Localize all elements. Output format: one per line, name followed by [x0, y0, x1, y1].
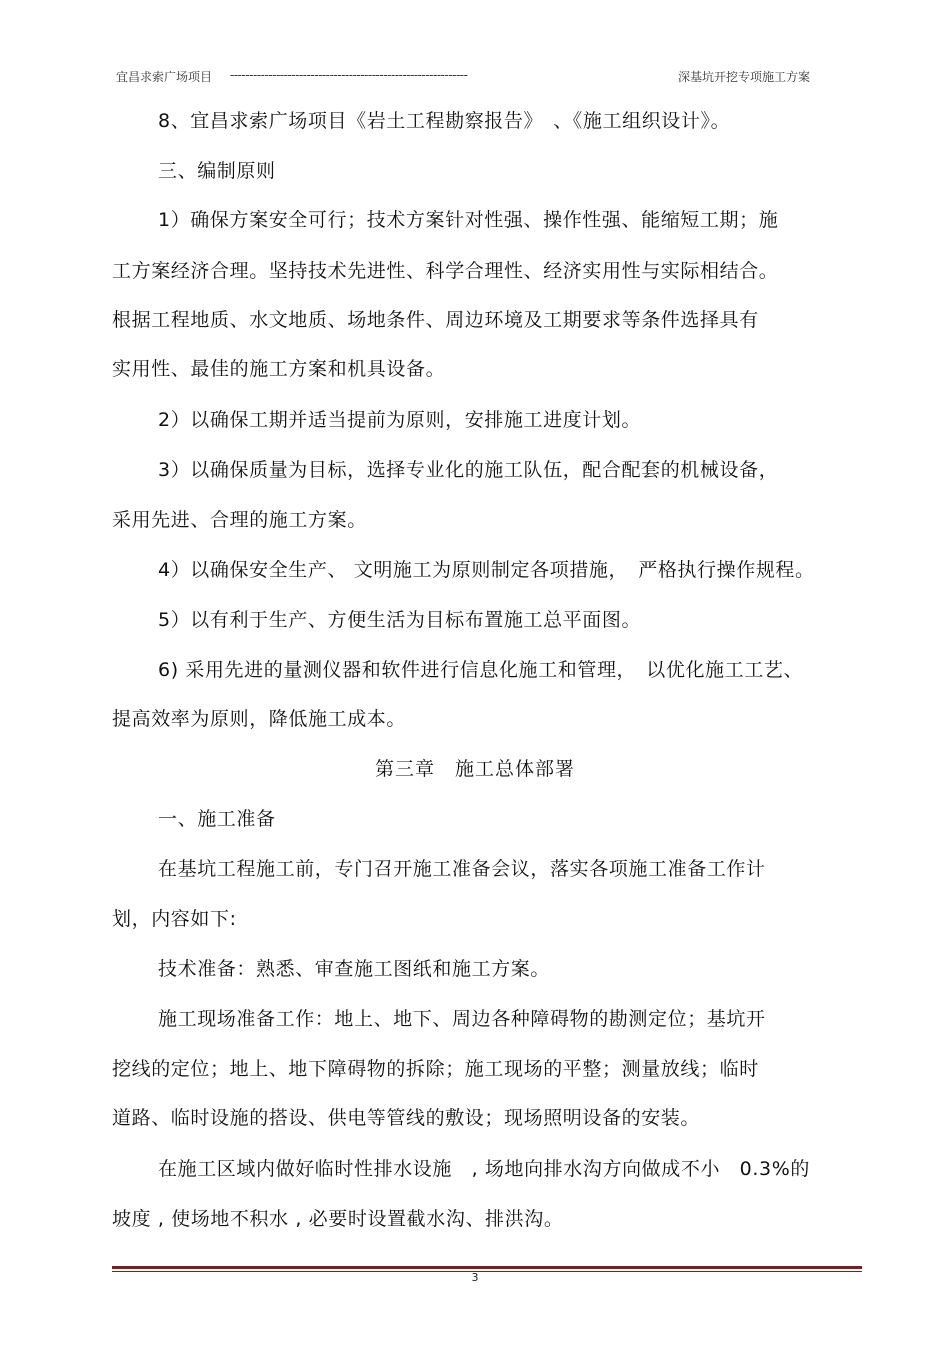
page-number: 3 — [471, 1271, 479, 1284]
text-line: 根据工程地质、水文地质、场地条件、周边环境及工期要求等条件选择具有 — [112, 309, 759, 331]
text-line: 坡度 , 使场地不积水 , 必要时设置截水沟、排洪沟。 — [112, 1208, 564, 1230]
header-project-name: 宜昌求索广场项目 — [116, 70, 213, 84]
text-line: 1）确保方案安全可行；技术方案针对性强、操作性强、能缩短工期；施 — [158, 209, 779, 231]
header-document-title: 深基坑开挖专项施工方案 — [677, 70, 810, 84]
text-line: 在施工区域内做好临时性排水设施 , 场地向排水沟方向做成不小 0.3%的 — [158, 1158, 810, 1180]
section-heading: 一、施工准备 — [158, 808, 276, 830]
chapter-title: 第三章 施工总体部署 — [374, 758, 575, 780]
text-line: 3）以确保质量为目标，选择专业化的施工队伍，配合配套的机械设备， — [158, 459, 779, 481]
text-line: 2）以确保工期并适当提前为原则，安排施工进度计划。 — [158, 409, 642, 431]
text-line: 在基坑工程施工前，专门召开施工准备会议，落实各项施工准备工作计 — [158, 858, 766, 880]
footer-rule-thick — [112, 1266, 862, 1269]
header-dash-rule: -------------------------------------------------------------- — [230, 68, 468, 82]
text-line: 提高效率为原则，降低施工成本。 — [112, 708, 407, 730]
text-line: 施工现场准备工作：地上、地下、周边各种障碍物的勘测定位；基坑开 — [158, 1008, 766, 1030]
text-line: 道路、临时设施的搭设、供电等管线的敷设；现场照明设备的安装。 — [112, 1107, 701, 1129]
text-line: 采用先进、合理的施工方案。 — [112, 509, 367, 531]
text-line: 实用性、最佳的施工方案和机具设备。 — [112, 358, 446, 380]
text-line: 工方案经济合理。坚持技术先进性、科学合理性、经济实用性与实际相结合。 — [112, 260, 779, 282]
text-line: 划，内容如下: — [112, 908, 237, 930]
section-heading: 三、编制原则 — [158, 160, 276, 182]
text-line: 5）以有利于生产、方便生活为目标布置施工总平面图。 — [158, 609, 642, 631]
text-line: 技术准备：熟悉、审查施工图纸和施工方案。 — [158, 958, 551, 980]
text-line: 8、宜昌求索广场项目《岩土工程勘察报告》 、《施工组织设计》。 — [158, 110, 731, 132]
text-line: 4）以确保安全生产、 文明施工为原则制定各项措施， 严格执行操作规程。 — [158, 559, 815, 581]
text-line: 6) 采用先进的量测仪器和软件进行信息化施工和管理， 以优化施工工艺、 — [158, 659, 804, 681]
text-line: 挖线的定位；地上、地下障碍物的拆除；施工现场的平整；测量放线；临时 — [112, 1058, 759, 1080]
